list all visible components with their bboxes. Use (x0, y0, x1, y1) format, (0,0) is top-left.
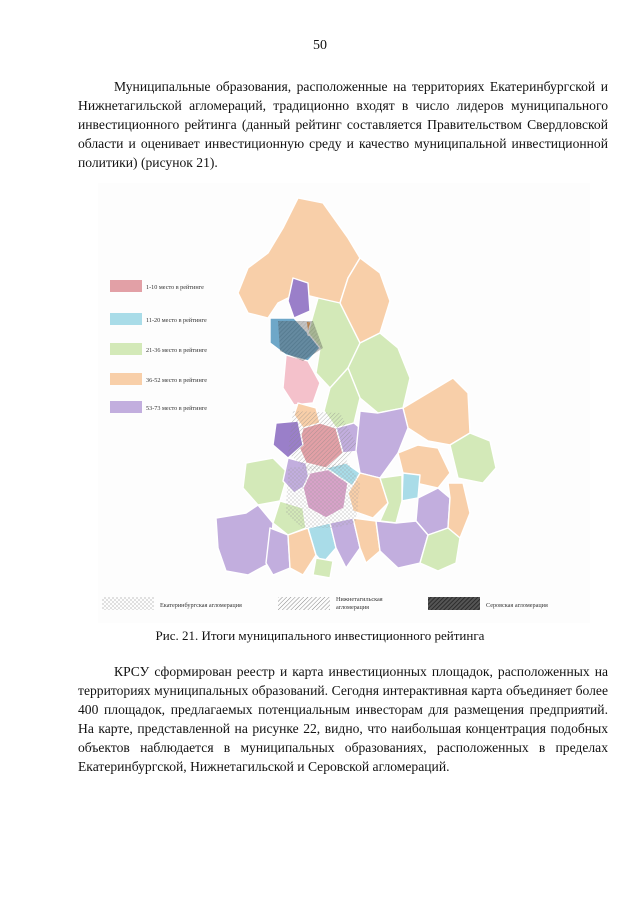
region-purple-sw2 (266, 528, 290, 575)
paragraph-registry: КРСУ сформирован реестр и карта инвестиционных площадок, расположенных на территориях муниципальных образований. Сегодня интерактивная карта объединяет более 400 площадок, предлагаемых потенциальным инвесторам для размещения предприятий. На карте, представленной на рисунке 22, видно, что наибольшая концентрация подобных объектов наблюдается в муниципальных образованиях, расположенных в пределах Екатеринбургской, Нижнетагильской и Серовской агломераций. (78, 664, 608, 774)
legend-label-5: 53-73 место в рейтинге (146, 405, 207, 412)
region-green-wl (243, 458, 288, 505)
agglom-label-ekb: Екатеринбургская агломерация (160, 602, 242, 609)
map-legend (110, 280, 207, 413)
agglomeration-legend (102, 596, 548, 611)
region-peach-fse (448, 483, 470, 538)
agglom-swatch-serov (428, 597, 480, 610)
region-purple-ec (356, 408, 408, 478)
rating-map-figure (98, 183, 590, 623)
legend-label-3: 21-36 место в рейтинге (146, 347, 207, 354)
region-purple-sw (216, 505, 273, 575)
legend-swatch-2 (110, 313, 142, 325)
legend-swatch-1 (110, 280, 142, 292)
region-green-fareast (450, 433, 496, 483)
region-peach-east (403, 378, 470, 445)
legend-swatch-5 (110, 401, 142, 413)
region-map (98, 183, 590, 623)
agglom-label-serov: Серовская агломерация (486, 602, 548, 609)
paragraph-intro: Муниципальные образования, расположенные на территориях Екатеринбургской и Нижнетагильской агломераций, традиционно входят в число лидеров муниципального инвестиционного рейтинга (данный рейтинг составляется Правительством Свердловской области и оценивает инвестиционную среду и качество муниципальной инвестиционной политики) (рисунок 21). (78, 79, 608, 170)
ekb-agglomeration-overlay (286, 463, 360, 528)
legend-label-1: 1-10 место в рейтинге (146, 284, 204, 291)
region-pink-west (283, 355, 320, 405)
legend-label-2: 11-20 место в рейтинге (146, 317, 207, 324)
agglom-swatch-ntagil (278, 597, 330, 610)
legend-swatch-4 (110, 373, 142, 385)
page-number: 50 (313, 38, 327, 53)
legend-label-4: 36-52 место в рейтинге (146, 377, 207, 384)
agglom-swatch-ekb (102, 597, 154, 610)
figure-caption: Рис. 21. Итоги муниципального инвестиционного рейтинга (155, 628, 485, 643)
region-nw-purple (288, 278, 310, 318)
legend-swatch-3 (110, 343, 142, 355)
region-green-s2 (313, 558, 333, 578)
agglom-label-ntagil: Нижнетагильская агломерация (336, 596, 383, 611)
region-blue-east (402, 473, 420, 501)
